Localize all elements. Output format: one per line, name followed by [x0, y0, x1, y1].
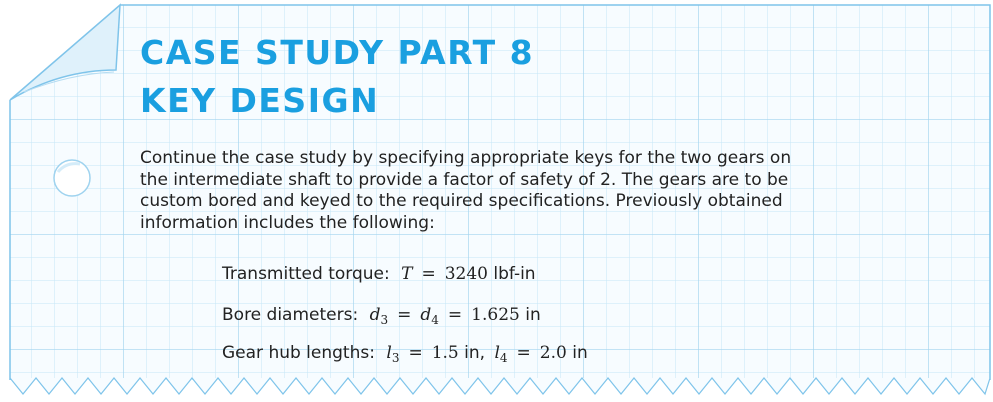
- torque-symbol: T: [401, 264, 413, 284]
- torn-edge-icon: [10, 378, 990, 394]
- problem-statement-line: information includes the following:: [140, 212, 435, 233]
- hub-unit-l4: in: [572, 343, 588, 363]
- subscript-3: 3: [380, 313, 389, 327]
- spec-label: Gear hub lengths:: [222, 343, 375, 363]
- spec-transmitted-torque: [222, 264, 536, 284]
- hub-unit-l3: in,: [464, 343, 486, 363]
- problem-statement: [140, 148, 900, 234]
- spec-bore-diameters: [222, 305, 541, 327]
- spec-gear-hub-lengths: [222, 343, 588, 365]
- torque-unit: lbf-in: [493, 264, 536, 284]
- spec-label: Bore diameters:: [222, 305, 359, 325]
- subscript-4: 4: [499, 351, 508, 365]
- hub-value-l4: 2.0: [539, 343, 567, 363]
- hub-symbol-l3: l: [386, 343, 392, 363]
- bore-value: 1.625: [471, 305, 520, 325]
- equals-sign: =: [447, 305, 463, 325]
- subscript-3: 3: [391, 351, 400, 365]
- bore-symbol-d3: d: [369, 305, 381, 325]
- problem-statement-line: Continue the case study by specifying appropriate keys for the two gears on: [140, 148, 792, 168]
- problem-statement-line: custom bored and keyed to the required specifications. Previously obtained: [140, 191, 783, 211]
- hub-value-l3: 1.5: [431, 343, 459, 363]
- equals-sign: =: [516, 343, 531, 363]
- equals-sign: =: [408, 343, 423, 363]
- equals-sign: =: [397, 305, 412, 325]
- case-study-subtitle: KEY DESIGN: [140, 81, 380, 120]
- punch-hole-icon: [54, 160, 90, 196]
- subscript-4: 4: [431, 313, 439, 327]
- hub-symbol-l4: l: [494, 343, 500, 363]
- bore-symbol-d4: d: [420, 305, 432, 325]
- problem-statement-line: the intermediate shaft to provide a factor of safety of 2. The gears are to be: [140, 169, 789, 190]
- spec-label: Transmitted torque:: [222, 264, 390, 284]
- case-study-title: CASE STUDY PART 8: [140, 33, 535, 72]
- bore-unit: in: [525, 305, 541, 325]
- torque-value: 3240: [444, 264, 488, 284]
- equals-sign: =: [421, 264, 436, 284]
